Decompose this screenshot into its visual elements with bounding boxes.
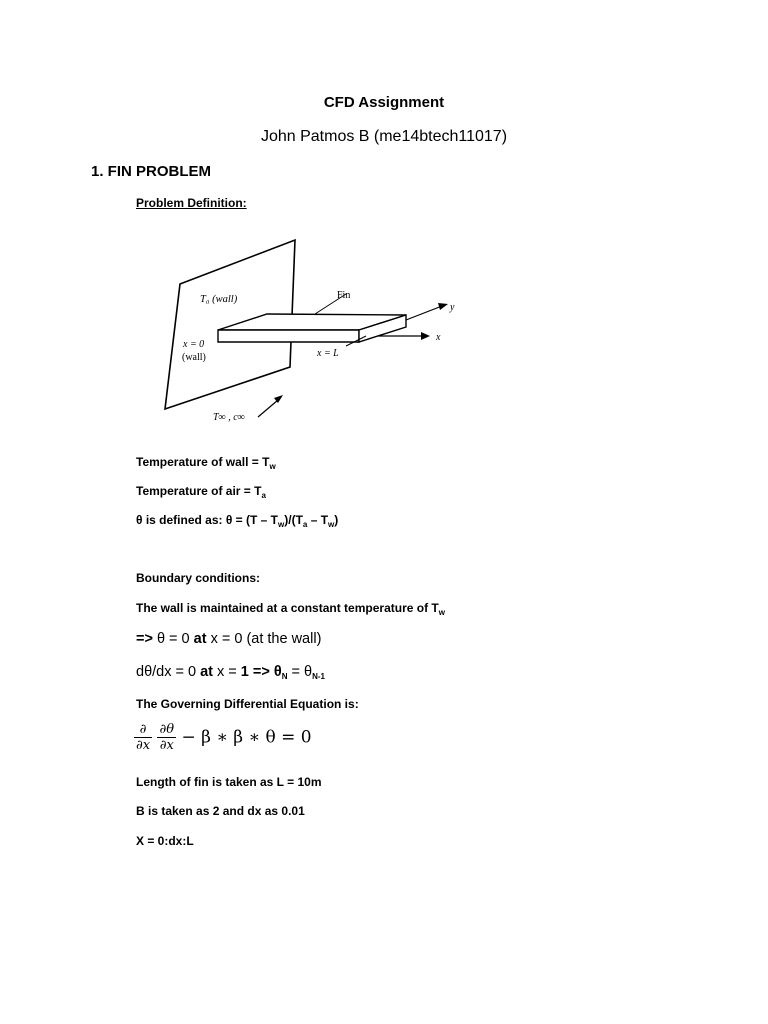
- air-temperature-def: Temperature of air = $T_a$: [136, 484, 266, 500]
- wall-condition-text: The wall is maintained at a constant temperature of $T_w$: [136, 601, 445, 617]
- boundary-condition-1: => θ = 0 at x = 0 (at the wall): [136, 631, 322, 647]
- fin-label: Fin: [337, 290, 351, 301]
- wall-temp-label: T₀ (wall): [200, 294, 238, 305]
- problem-definition-heading: Problem Definition:: [136, 196, 247, 210]
- page-title: CFD Assignment: [323, 94, 445, 111]
- dtheta-dx-fraction: $\frac{\partial\theta}{\partial x}$: [159, 722, 175, 753]
- fin-diagram: [150, 232, 470, 432]
- x0-wall-label: (wall): [182, 352, 206, 363]
- governing-equation: $\frac{\partial}{\partial x}$ $\frac{\partial\theta}{\partial x}$ − β ∗ β ∗ θ = 0: [136, 722, 312, 753]
- x-axis-label: x: [436, 332, 441, 343]
- boundary-conditions-heading: Boundary conditions:: [136, 571, 260, 585]
- ambient-arrow: [258, 400, 278, 417]
- governing-equation-heading: The Governing Differential Equation is:: [136, 697, 359, 711]
- x-range-param: X = 0:dx:L: [136, 834, 194, 848]
- ambient-label: T∞ , c∞: [213, 412, 245, 423]
- d-dx-fraction: $\frac{\partial}{\partial x}$: [136, 722, 151, 753]
- fin-front-face: [218, 330, 359, 342]
- author-line: John Patmos B (me14btech11017): [260, 128, 508, 145]
- theta-def: θ is defined as: $\theta = (T - T_w)/(T_a - T_w)$: [136, 513, 339, 529]
- beta-dx-param: B is taken as 2 and dx as 0.01: [136, 804, 305, 818]
- section-heading: 1. FIN PROBLEM: [91, 163, 212, 180]
- boundary-condition-2: dθ/dx = 0 at $x = 1 => \theta_N = \theta_{N-1}$: [136, 664, 325, 681]
- xL-label: x = L: [317, 348, 339, 359]
- wall-temperature-def: Temperature of wall = $T_w$: [136, 455, 276, 471]
- fin-length-param: Length of fin is taken as L = 10m: [136, 775, 322, 789]
- x0-label: x = 0: [183, 339, 205, 350]
- y-axis-arrow: [406, 306, 442, 320]
- y-axis-label: y: [450, 302, 455, 313]
